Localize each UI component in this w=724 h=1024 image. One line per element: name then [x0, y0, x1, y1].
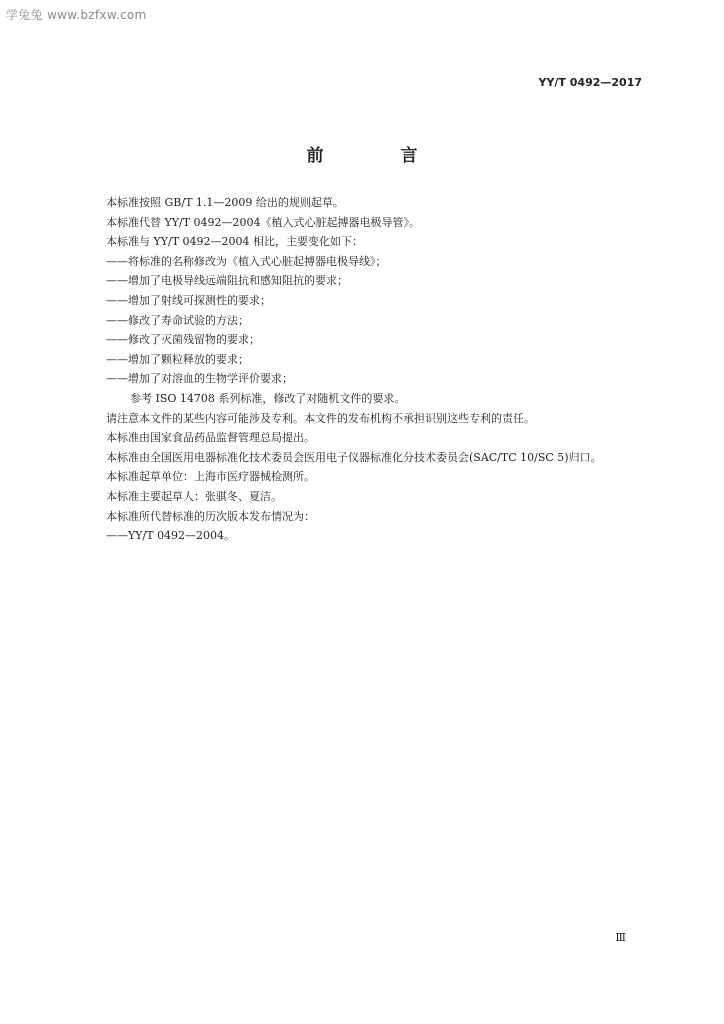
paragraph-drafters: 本标准主要起草人：张骐冬、夏洁。	[106, 489, 282, 503]
paragraph-proposer: 本标准由国家食品药品监督管理总局提出。	[106, 431, 315, 445]
page-number: Ⅲ	[615, 931, 626, 944]
change-item: ——增加了颗粒释放的要求；	[106, 352, 249, 366]
change-item: ——修改了寿命试验的方法；	[106, 313, 249, 327]
history-item: ——YY/T 0492—2004。	[106, 529, 236, 543]
watermark: 学兔兔 www.bzfxw.com	[6, 8, 147, 22]
change-item: ——将标准的名称修改为《植入式心脏起搏器电极导线》；	[106, 254, 387, 268]
page-title: 前 言	[306, 146, 448, 166]
change-item: ——修改了灭菌残留物的要求；	[106, 333, 260, 347]
change-item: ——增加了电极导线远端阻抗和感知阻抗的要求；	[106, 274, 348, 288]
change-item: ——增加了对溶血的生物学评价要求；	[106, 372, 293, 386]
foreword-body	[82, 193, 642, 546]
paragraph-jurisdiction: 本标准由全国医用电器标准化技术委员会医用电子仪器标准化分技术委员会(SAC/TC 10/SC 5)归口。	[106, 450, 602, 464]
standard-code: YY/T 0492—2017	[538, 76, 642, 89]
change-item: ——增加了射线可探测性的要求；	[106, 293, 271, 307]
paragraph-changes-intro: 本标准与 YY/T 0492—2004 相比，主要变化如下：	[106, 235, 364, 249]
paragraph-drafting-rule: 本标准按照 GB/T 1.1—2009 给出的规则起草。	[106, 196, 344, 209]
paragraph-patent-notice: 请注意本文件的某些内容可能涉及专利。本文件的发布机构不承担识别这些专利的责任。	[106, 411, 535, 425]
paragraph-history-intro: 本标准所代替标准的历次版本发布情况为：	[106, 509, 315, 523]
paragraph-drafting-unit: 本标准起草单位：上海市医疗器械检测所。	[106, 470, 315, 484]
paragraph-iso-reference: 参考 ISO 14708 系列标准，修改了对随机文件的要求。	[130, 391, 406, 405]
paragraph-replaces: 本标准代替 YY/T 0492—2004《植入式心脏起搏器电极导管》。	[106, 215, 421, 229]
